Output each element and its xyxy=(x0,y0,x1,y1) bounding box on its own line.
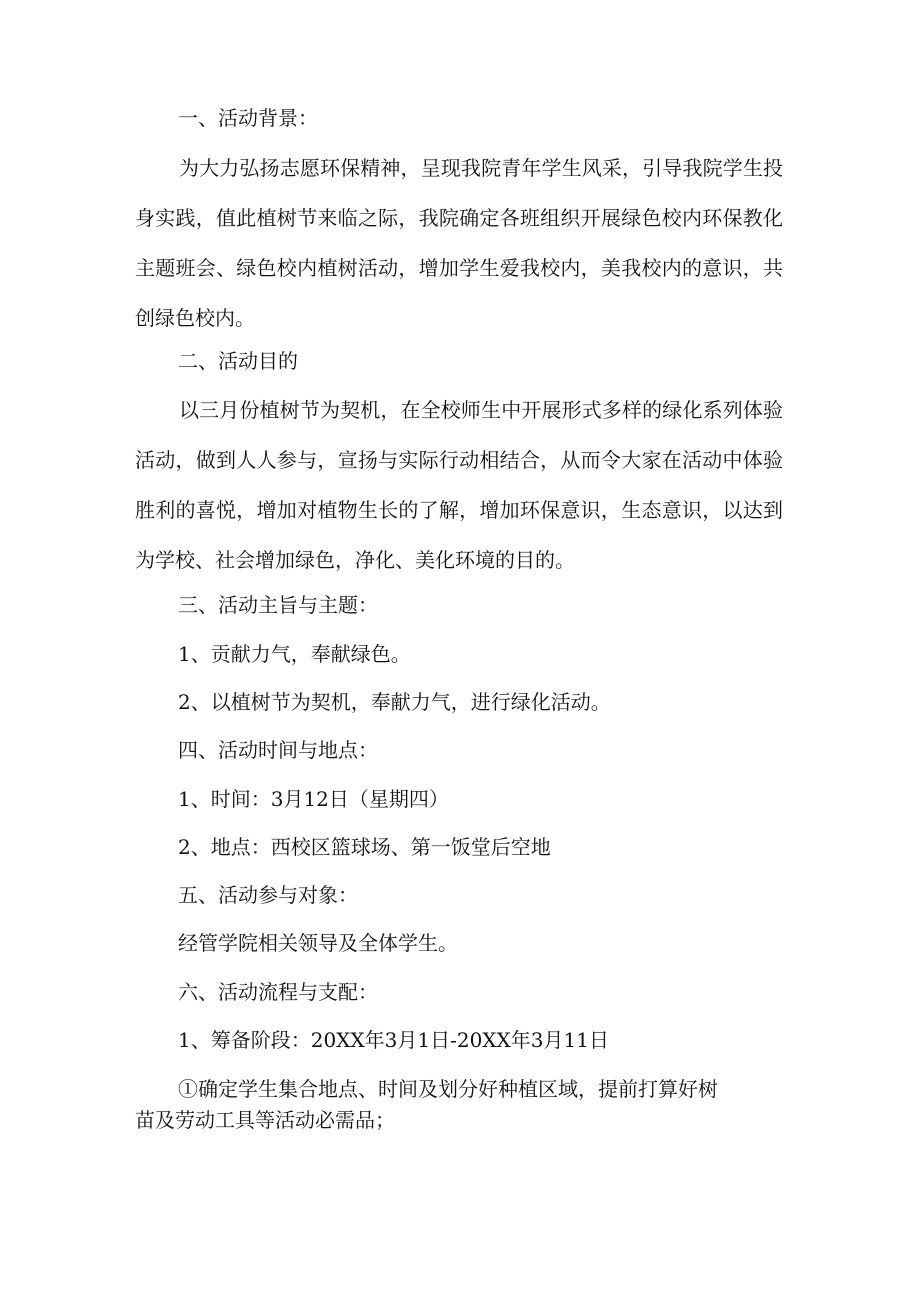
process-step-1-line-1: ①确定学生集合地点、时间及划分好种植区域，提前打算好树 xyxy=(178,1077,718,1101)
paragraph-purpose: 以三月份植树节为契机，在全校师生中开展形式多样的绿化系列体验活动，做到人人参与，宣扬与实际行动相结合，从而令大家在活动中体验胜利的喜悦，增加对植物生长的了解，增加环保意识，生态意识，以达到为学校、社会增加绿色，净化、美化环境的目的。 xyxy=(135,398,783,572)
section-heading-theme: 三、活动主旨与主题： xyxy=(178,593,378,617)
section-heading-participants: 五、活动参与对象： xyxy=(178,883,358,907)
section-heading-purpose: 二、活动目的 xyxy=(178,349,298,373)
process-stage-1: 1、筹备阶段：20XX年3月1日-20XX年3月11日 xyxy=(178,1028,609,1052)
theme-item-1: 1、贡献力气，奉献绿色。 xyxy=(178,642,411,666)
participants-text: 经管学院相关领导及全体学生。 xyxy=(178,931,458,955)
section-heading-process: 六、活动流程与支配： xyxy=(178,980,378,1004)
place-item: 2、地点：西校区篮球场、第一饭堂后空地 xyxy=(178,835,551,859)
paragraph-background: 为大力弘扬志愿环保精神，呈现我院青年学生风采，引导我院学生投身实践，值此植树节来临之际，我院确定各班组织开展绿色校内环保教化主题班会、绿色校内植树活动，增加学生爱我校内，美我校内的意识，共创绿色校内。 xyxy=(135,156,783,330)
section-heading-time-place: 四、活动时间与地点： xyxy=(178,738,378,762)
theme-item-2: 2、以植树节为契机，奉献力气，进行绿化活动。 xyxy=(178,690,611,714)
section-heading-background: 一、活动背景： xyxy=(178,106,318,130)
time-item: 1、时间：3月12日（星期四） xyxy=(178,787,449,811)
process-step-1-line-2: 苗及劳动工具等活动必需品； xyxy=(135,1108,395,1132)
